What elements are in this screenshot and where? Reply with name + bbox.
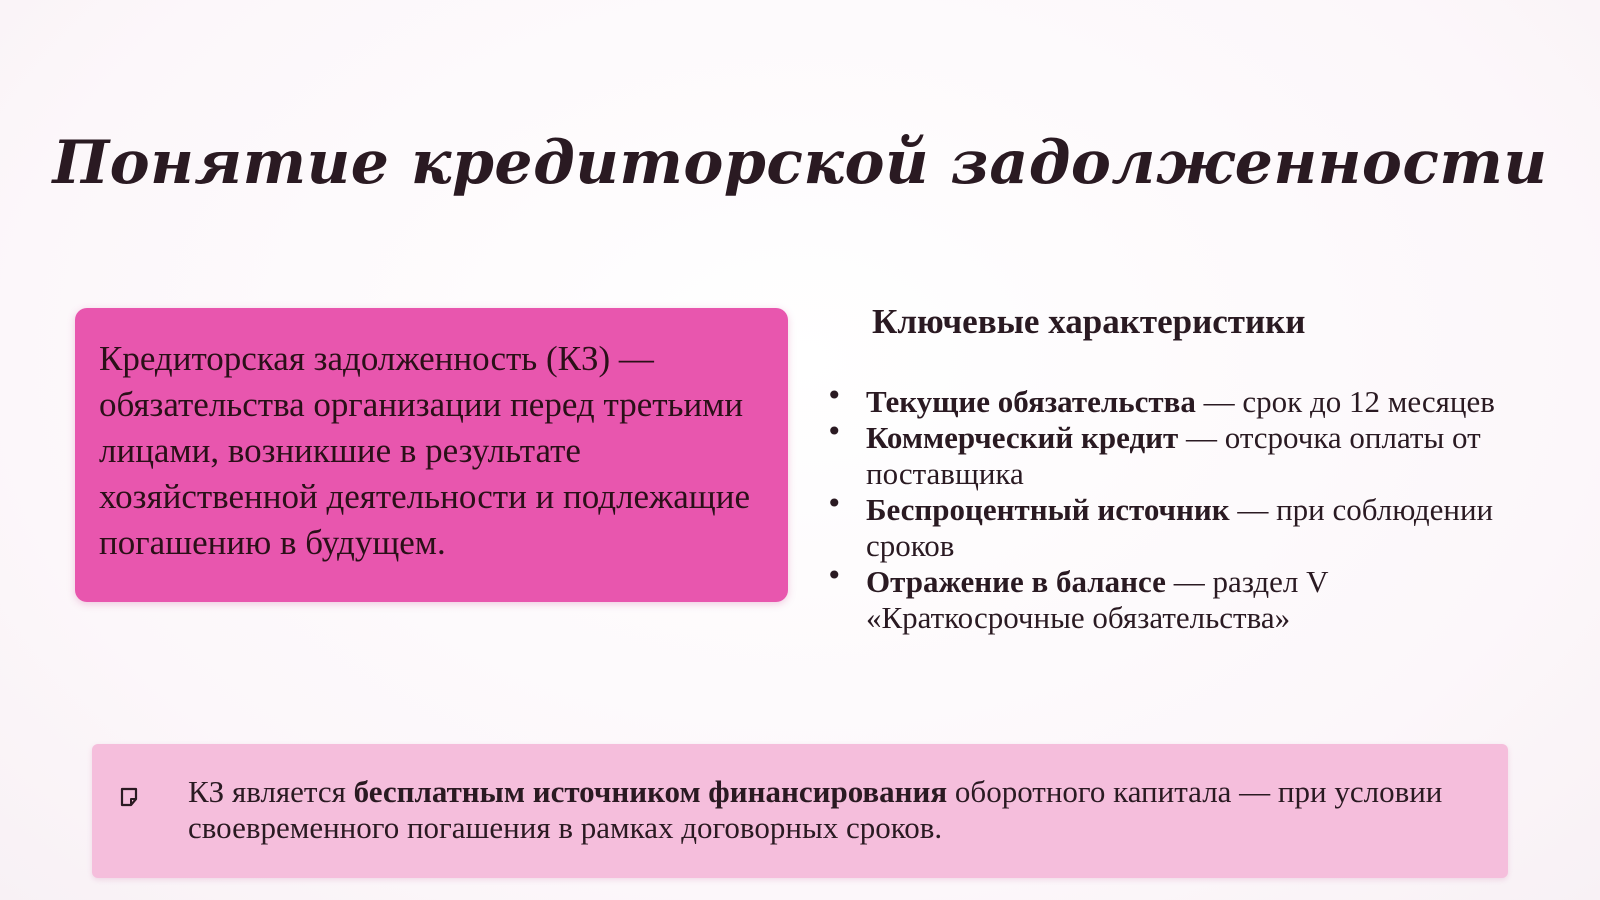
bullet-icon: •	[826, 487, 843, 520]
list-item	[826, 415, 1526, 492]
characteristic-term: Отражение в балансе	[866, 564, 1166, 599]
characteristics-heading: Ключевые характеристики	[872, 302, 1306, 341]
characteristic-term: Беспроцентный источник	[866, 492, 1230, 527]
bullet-icon: •	[826, 559, 843, 592]
characteristic-desc: — срок до 12 месяцев	[1195, 384, 1495, 419]
characteristic-desc: — раздел V «Краткосрочные обязательства»	[866, 564, 1328, 635]
note-prefix: КЗ является	[188, 774, 354, 809]
characteristic-term: Текущие обязательства	[866, 384, 1196, 419]
characteristics-list	[826, 379, 1526, 636]
characteristic-desc: — при соблюдении сроков	[866, 492, 1494, 563]
definition-box	[75, 308, 788, 602]
characteristic-term: Коммерческий кредит	[866, 420, 1179, 455]
bullet-icon: •	[826, 415, 843, 448]
note-icon	[120, 786, 140, 808]
note-text	[188, 774, 1488, 846]
note-box	[92, 744, 1508, 878]
list-item	[826, 487, 1526, 564]
note-bold: бесплатным источником финансирования	[353, 774, 948, 809]
characteristic-desc: — отсрочка оплаты от поставщика	[866, 420, 1481, 491]
list-item	[826, 379, 1526, 420]
note-suffix: оборотного капитала — при условии своевременного погашения в рамках договорных сроков.	[188, 774, 1443, 845]
bullet-icon: •	[826, 379, 843, 412]
list-item	[826, 559, 1526, 636]
slide-title: Понятие кредиторской задолженности	[52, 128, 1548, 198]
definition-text: Кредиторская задолженность (КЗ) — обязательства организации перед третьими лицами, возникшие в результате хозяйственной деятельности и подлежащие погашению в будущем.	[99, 339, 751, 562]
